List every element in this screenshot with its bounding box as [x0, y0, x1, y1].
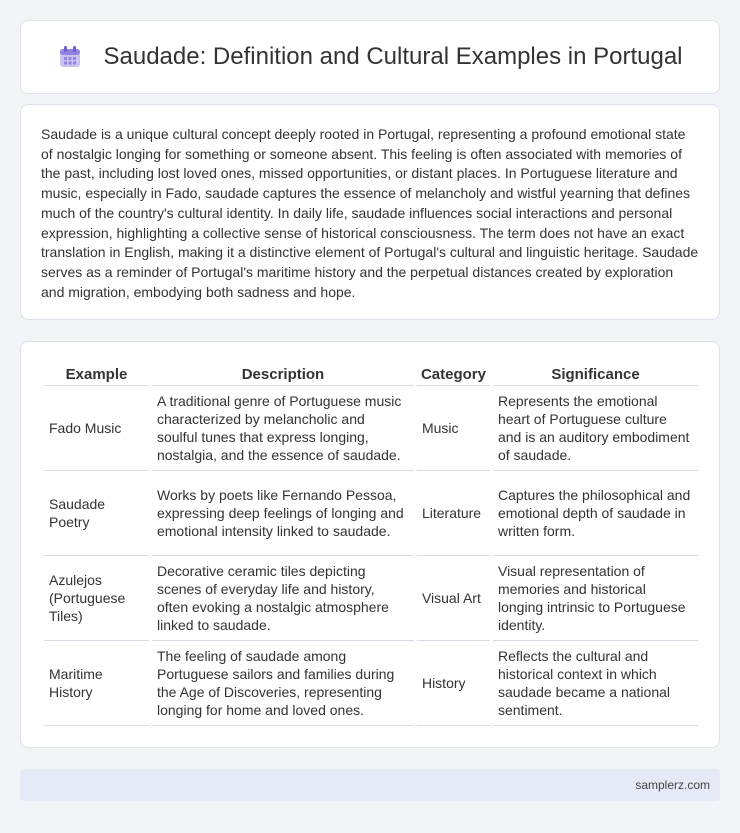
table-row [44, 556, 698, 641]
cell-significance: Captures the philosophical and emotional depth of saudade in written form. [493, 471, 698, 556]
table-row [44, 471, 698, 556]
cell-significance: Reflects the cultural and historical context in which saudade became a national sentiment. [493, 641, 698, 726]
cell-description: The feeling of saudade among Portuguese sailors and families during the Age of Discoveries, representing longing for home and loved ones. [152, 641, 414, 726]
table-row [44, 386, 698, 471]
cell-example: Fado Music [44, 386, 149, 471]
cell-description: A traditional genre of Portuguese music characterized by melancholic and soulful tunes that express longing, nostalgia, and the essence of saudade. [152, 386, 414, 471]
cell-significance: Represents the emotional heart of Portuguese culture and is an auditory embodiment of saudade. [493, 386, 698, 471]
header-example: Example [44, 360, 149, 386]
cell-category: Literature [417, 471, 490, 556]
intro-paragraph: Saudade is a unique cultural concept deeply rooted in Portugal, representing a profound emotional state of nostalgic longing for something or someone absent. This feeling is often associated with memories of the past, including lost loved ones, missed opportunities, or distant places. In Portuguese literature and music, especially in Fado, saudade captures the essence of melancholy and wistful yearning that defines much of the country's cultural identity. In daily life, saudade influences social interactions and personal expression, highlighting a collective sense of historical consciousness. The term does not have an exact translation in English, making it a distinctive element of Portugal's cultural and linguistic heritage. Saudade serves as a reminder of Portugal's maritime history and the perpetual distances created by exploration and migration, embodying both sadness and hope. [41, 126, 699, 300]
cell-category: History [417, 641, 490, 726]
cell-significance: Visual representation of memories and historical longing intrinsic to Portuguese identity. [493, 556, 698, 641]
header-category: Category [417, 360, 490, 386]
table-row [44, 641, 698, 726]
header-description: Description [152, 360, 414, 386]
intro-card [20, 104, 720, 320]
page-title: Saudade: Definition and Cultural Examples in Portugal [103, 43, 683, 70]
cell-example: Saudade Poetry [44, 471, 149, 556]
cell-example: Azulejos (Portuguese Tiles) [44, 556, 149, 641]
cell-description: Decorative ceramic tiles depicting scenes of everyday life and history, often evoking a nostalgic atmosphere linked to saudade. [152, 556, 414, 641]
cell-description: Works by poets like Fernando Pessoa, expressing deep feelings of longing and emotional intensity linked to saudade. [152, 471, 414, 556]
footer [20, 769, 720, 801]
table-card [20, 341, 720, 748]
title-card [20, 20, 720, 94]
calendar-icon [57, 44, 83, 70]
examples-table [41, 360, 701, 726]
table-header-row [44, 360, 698, 386]
cell-example: Maritime History [44, 641, 149, 726]
footer-site-link[interactable]: samplerz.com [635, 778, 710, 792]
cell-category: Visual Art [417, 556, 490, 641]
cell-category: Music [417, 386, 490, 471]
header-significance: Significance [493, 360, 698, 386]
